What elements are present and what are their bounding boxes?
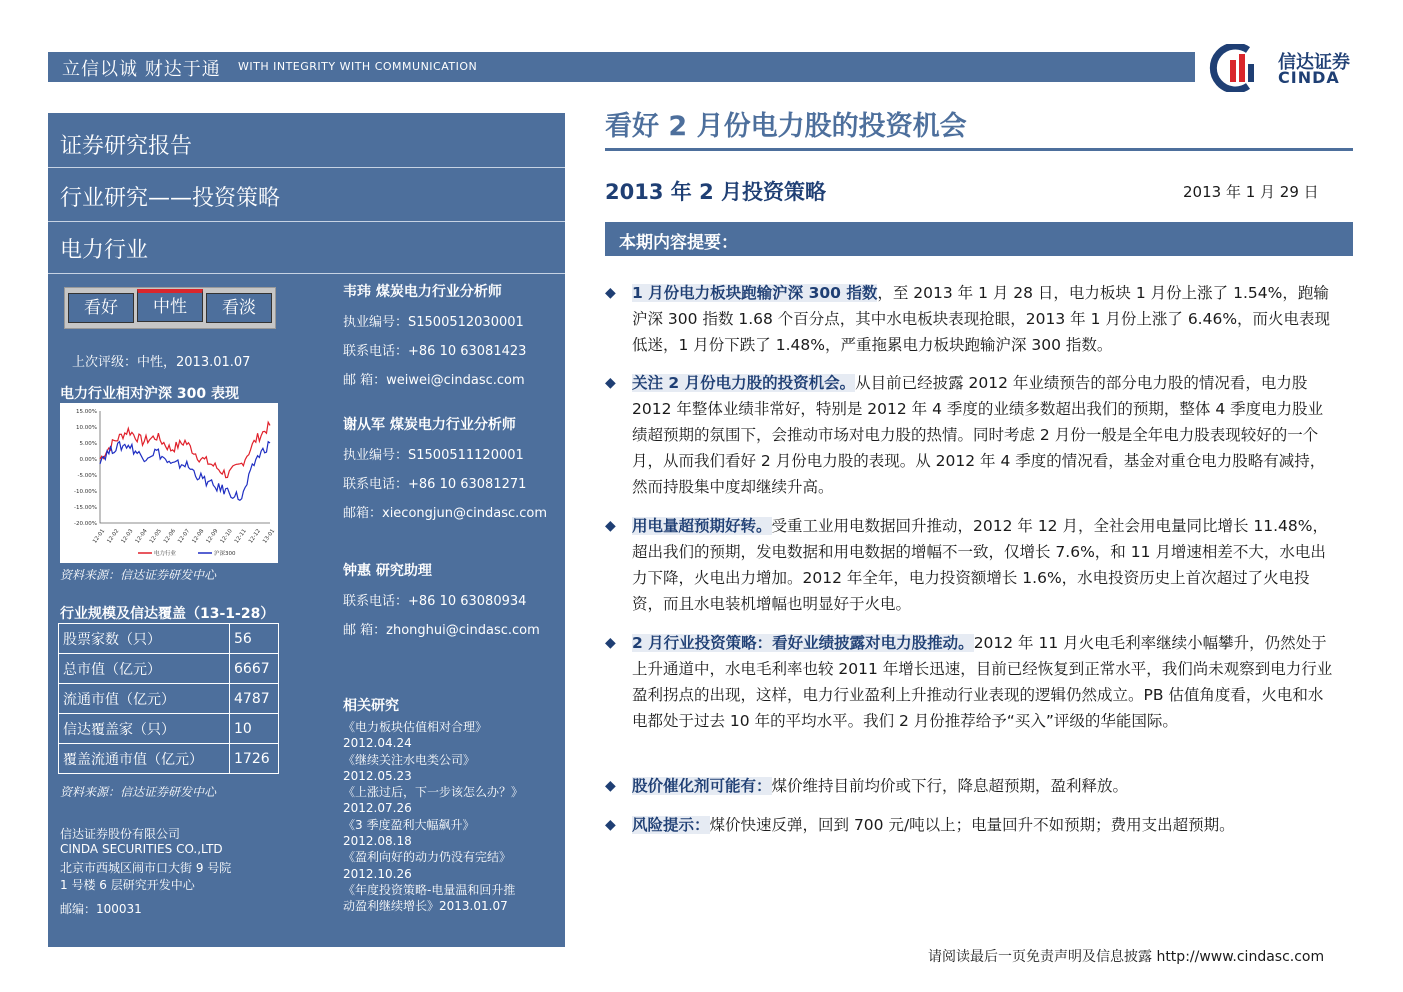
footer-disclaimer[interactable]: 请阅读最后一页免责声明及信息披露 http://www.cindasc.com [928,949,1325,965]
scale-table [58,623,279,774]
diamond-icon: ◆ [605,285,616,301]
diamond-icon: ◆ [605,817,616,833]
scale-label: 信达覆盖家（只） [59,714,230,744]
x-tick-label: 12-03 [120,528,135,545]
series-line-2 [100,442,270,501]
table-row [59,744,279,774]
related-date: 动盈利继续增长》2013.01.07 [343,899,508,914]
logo-en: CINDA [1278,68,1340,87]
bullet-heading: 关注 2 月份电力股的投资机会。 [632,374,856,392]
rating-bullish: 看好 [68,293,134,323]
related-item[interactable]: 《电力板块估值相对合理》 [343,720,488,734]
scale-label: 覆盖流通市值（亿元） [59,744,230,774]
table-row [59,624,279,654]
bullet-heading: 1 月份电力板块跑输沪深 300 指数 [632,284,878,302]
x-tick-label: 12-01 [92,528,107,545]
analyst-email[interactable]: 邮 箱：weiwei@cindasc.com [343,373,525,388]
analyst-3 [343,560,558,638]
scale-label: 股票家数（只） [59,624,230,654]
scale-value: 56 [230,624,279,654]
summary-title: 本期内容提要： [619,233,738,253]
bullet-heading: 风险提示： [632,816,710,834]
chart-source: 资料来源：信达证券研发中心 [60,568,217,582]
diamond-icon: ◆ [605,375,616,391]
divider [48,221,565,222]
related-item[interactable]: 《盈利向好的动力仍没有完结》 [343,850,512,865]
analyst-id: 执业编号：S1500512030001 [343,315,524,330]
analyst-name: 韦玮 煤炭电力行业分析师 [343,284,502,300]
related-item[interactable]: 《继续关注水电类公司》 [343,752,476,767]
table-row [59,654,279,684]
analyst-name: 谢从军 煤炭电力行业分析师 [343,417,516,433]
scale-value: 4787 [230,684,279,714]
scale-label: 流通市值（亿元） [59,684,230,714]
analyst-email[interactable]: 邮箱：xiecongjun@cindasc.com [343,506,548,521]
bullet-3 [605,513,1335,617]
related-item[interactable]: 《3 季度盈利大幅飙升》 [343,817,475,832]
y-tick-label: 0.00% [79,457,97,463]
report-date: 2013 年 1 月 29 日 [1183,183,1319,201]
divider [48,273,565,274]
y-tick-label: -5.00% [77,473,97,479]
bullet-body: ，至 2013 年 1 月 28 日，电力板块 1 月份上涨了 1.54%，跑输沪深 300 指数 1.68 个百分点，其中水电板块表现抢眼，2013 年 1 月份上涨了 6.46%，而火电表现低迷，1 月份下跌了 1.48%，严重拖累电力板块跑输沪深 300 指数。 [632,284,1331,354]
bullet-2 [605,370,1335,500]
top-banner [48,52,1195,82]
x-tick-label: 12-08 [191,528,206,545]
report-subtitle: 2013 年 2 月投资策略 [605,180,826,204]
company-address-2: 1 号楼 6 层研究开发中心 [60,878,195,892]
report-category: 行业研究——投资策略 [60,186,281,211]
legend-label: 电力行业 [154,551,177,557]
bullet-4 [605,630,1335,734]
report-type: 证券研究报告 [60,134,193,159]
rating-neutral: 中性 [137,289,203,322]
x-tick-label: 12-12 [247,528,263,545]
related-date: 2012.08.18 [343,834,412,849]
bullet-body: 2012 年 11 月火电毛利率继续小幅攀升，仍然处于上升通道中，水电毛利率也较 2011 年增长迅速，目前已经恢复到正常水平，我们尚未观察到电力行业盈利拐点的出现，这样，电力行业盈利上升推动行业表现的逻辑仍然成立。PB 估值角度看，火电和水电都处于过去 10 年的平均水平。我们 2 月份推荐给予“买入”评级的华能国际。 [632,634,1333,730]
related-date: 2012.04.24 [343,736,412,751]
bullet-body: 从目前已经披露 2012 年业绩预告的部分电力股的情况看，电力股 2012 年整体业绩非常好，特别是 2012 年 4 季度的业绩多数超出我们的预期，整体 4 季度电力股业绩超预期的氛围下，会推动市场对电力股的热情。同时考虑 2 月份一般是全年电力股表现较好的一个月，从而我们看好 2 月份电力股的表现。从 2012 年 4 季度的情况看，基金对重仓电力股略有减持，然而持股集中度却继续升高。 [632,374,1326,496]
y-tick-label: 5.00% [79,441,97,447]
related-date: 2012.05.23 [343,768,412,783]
logo-cn: 信达证券 [1278,52,1350,73]
table-row [59,714,279,744]
performance-chart [60,403,278,563]
sidebar [48,113,565,947]
rating-tabs [64,287,276,329]
legend-label: 沪深300 [214,551,236,557]
analyst-name: 钟惠 研究助理 [343,563,432,579]
company-name-cn: 信达证券股份有限公司 [60,827,181,841]
logo [1208,42,1358,92]
analyst-2 [343,414,558,521]
company-name-en: CINDA SECURITIES CO.,LTD [60,842,223,856]
bullet-heading: 用电量超预期好转。 [632,517,772,535]
analyst-1 [343,281,558,388]
diamond-icon: ◆ [605,635,616,651]
analyst-phone: 联系电话：+86 10 63081423 [343,344,527,359]
bullet-1 [605,280,1335,358]
x-tick-label: 12-05 [148,528,163,545]
bullet-6 [605,812,1335,838]
y-tick-label: -20.00% [74,521,97,527]
scale-label: 总市值（亿元） [59,654,230,684]
scale-title: 行业规模及信达覆盖（13-1-28） [60,606,275,622]
related-date: 《年度投资策略-电量温和回升推 [343,882,516,897]
divider [48,167,565,168]
report-title: 看好 2 月份电力股的投资机会 [605,111,967,142]
bullet-heading: 股价催化剂可能有： [632,777,772,795]
x-tick-label: 12-11 [233,528,248,545]
diamond-icon: ◆ [605,518,616,534]
motto-en: WITH INTEGRITY WITH COMMUNICATION [238,60,478,73]
scale-value: 1726 [230,744,279,774]
y-tick-label: -15.00% [74,505,97,511]
chart-svg [60,403,278,563]
x-tick-label: 12-06 [162,528,178,545]
related-title: 相关研究 [343,698,399,714]
company-address-1: 北京市西城区闹市口大街 9 号院 [60,861,232,875]
diamond-icon: ◆ [605,778,616,794]
x-tick-label: 13-01 [262,528,277,545]
bullet-body: 煤价维持目前均价或下行，降息超预期，盈利释放。 [771,777,1129,795]
bullet-body: 煤价快速反弹，回到 700 元/吨以上；电量回升不如预期；费用支出超预期。 [709,816,1235,834]
related-item[interactable]: 《上涨过后，下一步该怎么办？》 [343,785,524,800]
title-rule [605,148,1353,151]
y-tick-label: 15.00% [76,409,97,415]
scale-value: 10 [230,714,279,744]
analyst-email[interactable]: 邮 箱：zhonghui@cindasc.com [343,623,540,638]
related-date: 2012.07.26 [343,801,412,816]
summary-bar [605,222,1353,256]
previous-rating: 上次评级：中性，2013.01.07 [72,355,251,370]
motto-cn: 立信以诚 财达于通 [62,59,221,80]
bullet-5 [605,773,1335,799]
analyst-phone: 联系电话：+86 10 63080934 [343,594,527,609]
x-tick-label: 12-04 [134,528,149,545]
bullet-heading: 2 月行业投资策略：看好业绩披露对电力股推动。 [632,634,974,652]
bullet-body: 受重工业用电数据回升推动，2012 年 12 月，全社会用电量同比增长 11.48%，超出我们的预期，发电数据和用电数据的增幅不一致，仅增长 7.6%，和 11 月增速相差不大，水电出力下降，火电出力增加。2012 年全年，电力投资额增长 1.6%，水电投资历史上首次超过了火电投资，而且水电装机增幅也明显好于火电。 [632,517,1328,613]
x-tick-label: 12-10 [219,528,234,545]
industry-name: 电力行业 [60,238,149,263]
x-tick-label: 12-02 [106,528,121,545]
scale-source: 资料来源：信达证券研发中心 [60,785,217,799]
cinda-logo-icon [1208,44,1272,92]
analyst-phone: 联系电话：+86 10 63081271 [343,477,527,492]
y-tick-label: -10.00% [74,489,97,495]
analyst-id: 执业编号：S1500511120001 [343,448,524,463]
scale-value: 6667 [230,654,279,684]
y-tick-label: 10.00% [76,425,97,431]
chart-title: 电力行业相对沪深 300 表现 [60,386,239,402]
related-research [343,695,558,915]
rating-bearish: 看淡 [206,293,272,323]
table-row [59,684,279,714]
series-line-1 [100,422,270,477]
company-postcode: 邮编：100031 [60,902,142,916]
related-date: 2012.10.26 [343,866,412,881]
x-tick-label: 12-07 [177,528,192,545]
x-tick-label: 12-09 [205,528,220,545]
